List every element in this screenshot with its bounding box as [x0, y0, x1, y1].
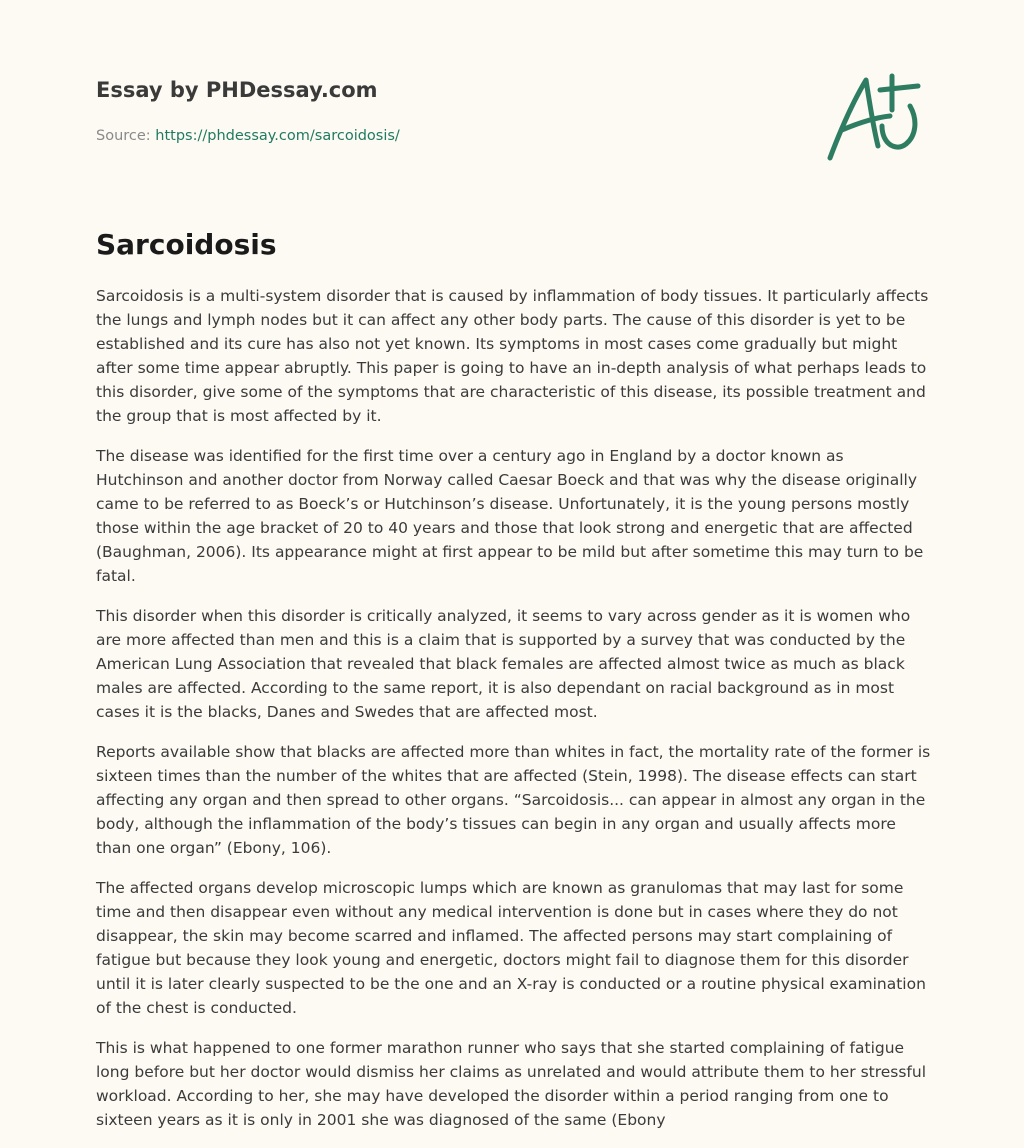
source-link[interactable]: https://phdessay.com/sarcoidosis/	[155, 128, 400, 144]
site-brand: Essay by PHDessay.com	[96, 78, 378, 102]
essay-body	[96, 284, 932, 1148]
essay-paragraph: This is what happened to one former marathon runner who says that she started complaining of fatigue long before but her doctor would dismiss her claims as unrelated and would attribute them to her stressful workload. According to her, she may have developed the disorder within a period ranging from one to sixteen years as it is only in 2001 she was diagnosed of the same (Ebony	[96, 1039, 927, 1129]
essay-paragraph: Reports available show that blacks are affected more than whites in fact, the mortality rate of the former is sixteen times than the number of the whites that are affected (Stein, 1998). The disease effects can start affecting any organ and then spread to other organs. “Sarcoidosis... can appear in almost any organ in the body, although the inflammation of the body’s tissues can begin in any organ and usually affects more than one organ” (Ebony, 106).	[96, 743, 931, 857]
source-line	[96, 126, 796, 146]
a-plus-grade-icon	[820, 66, 930, 166]
header	[96, 76, 796, 146]
essay-paragraph: Sarcoidosis is a multi-system disorder that is caused by inflammation of body tissues. It particularly affects the lungs and lymph nodes but it can affect any other body parts. The cause of this disorder is yet to be established and its cure has also not yet known. Its symptoms in most cases come gradually but might after some time appear abruptly. This paper is going to have an in-depth analysis of what perhaps leads to this disorder, give some of the symptoms that are characteristic of this disease, its possible treatment and the group that is most affected by it.	[96, 287, 929, 425]
essay-title: Sarcoidosis	[96, 228, 277, 261]
source-label: Source:	[96, 128, 156, 144]
essay-paragraph: The disease was identified for the first time over a century ago in England by a doctor known as Hutchinson and another doctor from Norway called Caesar Boeck and that was why the disease originally came to be referred to as Boeck’s or Hutchinson’s disease. Unfortunately, it is the young persons mostly those within the age bracket of 20 to 40 years and those that look strong and energetic that are affected (Baughman, 2006). Its appearance might at first appear to be mild but after sometime this may turn to be fatal.	[96, 447, 924, 585]
essay-paragraph: The affected organs develop microscopic lumps which are known as granulomas that may last for some time and then disappear even without any medical intervention is done but in cases where they do not disappear, the skin may become scarred and inflamed. The affected persons may start complaining of fatigue but because they look young and energetic, doctors might fail to diagnose them for this disorder until it is later clearly suspected to be the one and an X-ray is conducted or a routine physical examination of the chest is conducted.	[96, 879, 926, 1017]
essay-paragraph: This disorder when this disorder is critically analyzed, it seems to vary across gender as it is women who are more affected than men and this is a claim that is supported by a survey that was conducted by the American Lung Association that revealed that black females are affected almost twice as much as black males are affected. According to the same report, it is also dependant on racial background as in most cases it is the blacks, Danes and Swedes that are affected most.	[96, 607, 911, 721]
